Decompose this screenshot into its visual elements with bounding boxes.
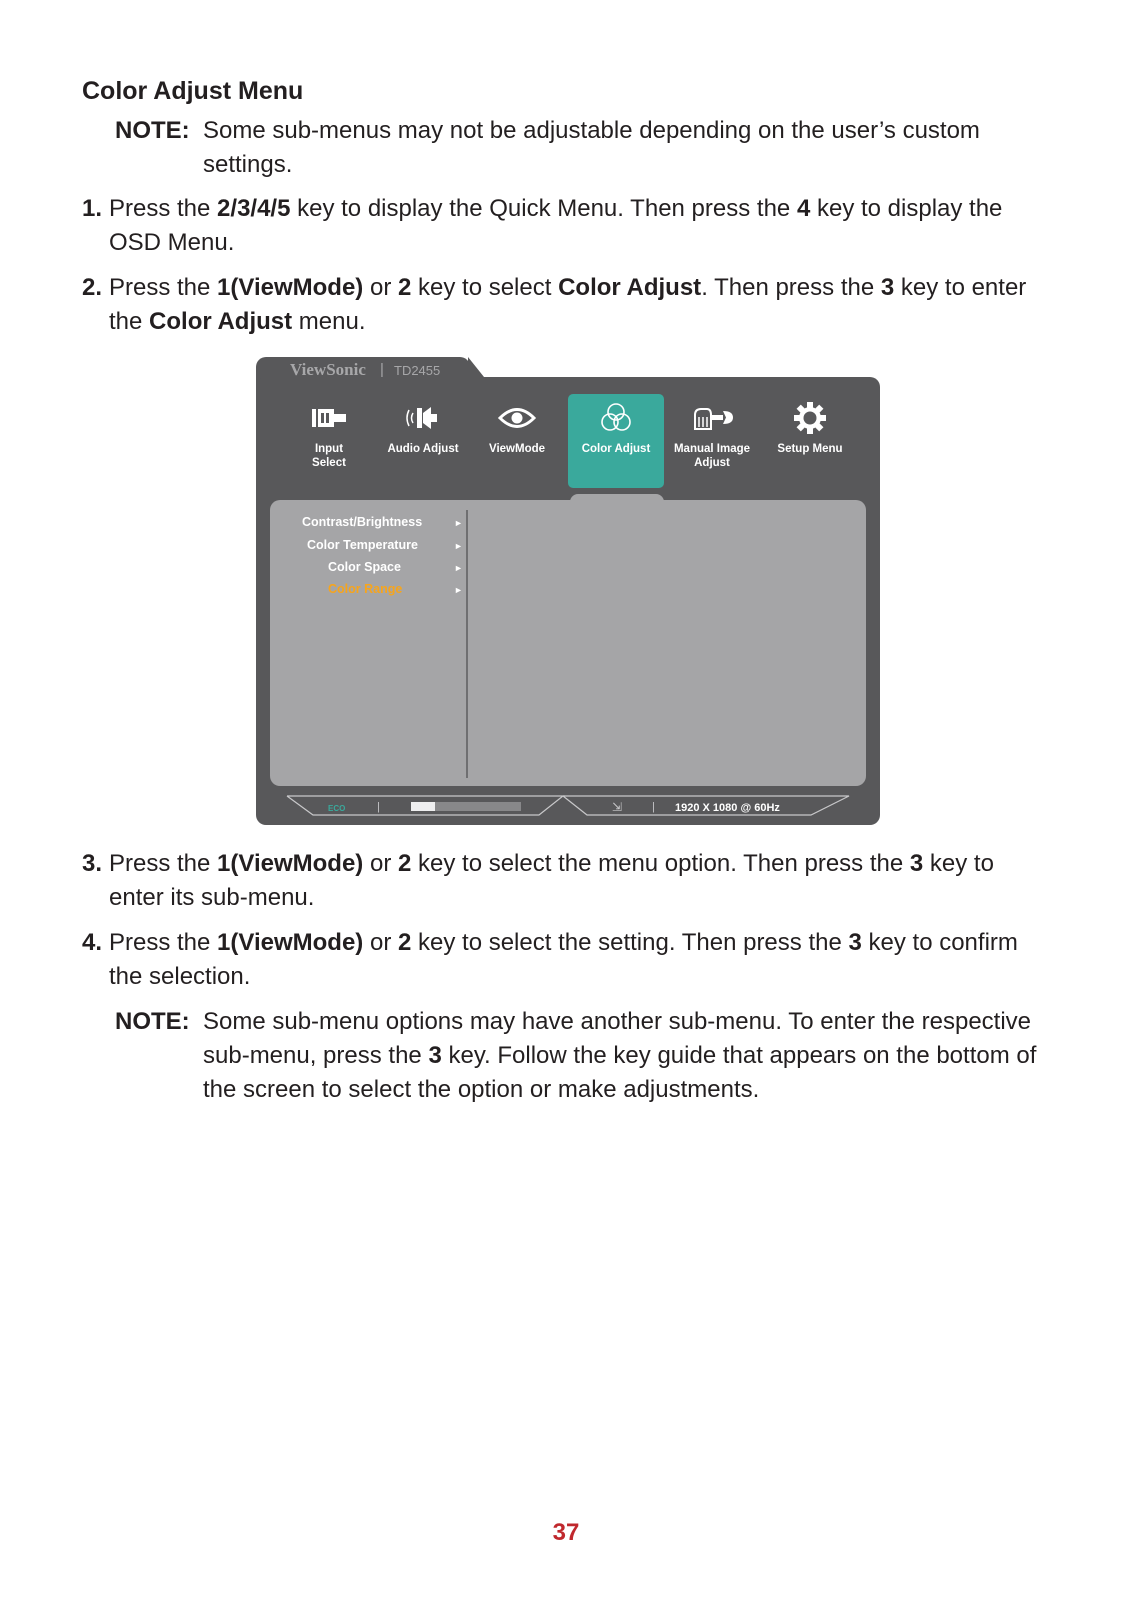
submenu-color-range[interactable]: Color Range [328,582,403,596]
menu-audio-adjust[interactable] [375,394,471,488]
model-name: TD2455 [394,363,441,378]
menu-label: Manual Image [673,443,751,455]
manual-image-adjust-icon [664,394,760,442]
input-select-icon [281,394,377,442]
menu-label: Input [314,443,344,455]
page-number: 37 [552,1519,580,1546]
menu-color-adjust[interactable] [568,394,664,488]
note-label: NOTE: [115,1008,190,1035]
menu-label: Setup Menu [777,443,843,455]
note-text: Some sub-menu options may have another sub-menu. To enter the respective sub-menu, press the 3 key. Follow the key guide that appears on the bottom of the screen to select the option or make adjustments. [203,1008,1037,1103]
brand-logo: ViewSonic [290,360,366,379]
menu-manual-image-adjust[interactable] [664,394,760,488]
submenu-color-temperature[interactable]: Color Temperature [307,538,418,552]
setup-gear-icon [762,394,858,442]
brand-separator: | [380,361,384,378]
step-text: Press the 2/3/4/5 key to display the Quick Menu. Then press the 4 key to display the OSD Menu. [109,195,1003,256]
menu-label: Audio Adjust [387,443,459,455]
menu-setup[interactable] [762,394,858,488]
color-adjust-icon [568,394,664,442]
menu-label: Select [312,457,346,469]
status-separator: | [377,801,380,813]
panel-divider [466,510,468,778]
step-text: Press the 1(ViewMode) or 2 key to select Color Adjust. Then press the 3 key to enter the Color Adjust menu. [109,274,1027,335]
submenu-arrow-icon: ► [454,563,463,573]
note-2 [115,1005,1065,1107]
signal-level-bar [411,802,521,812]
note-1 [115,114,1065,182]
step-text: Press the 1(ViewMode) or 2 key to select the menu option. Then press the 3 key to enter its sub-menu. [109,850,994,911]
submenu-color-space[interactable]: Color Space [328,560,401,574]
step-text: Press the 1(ViewMode) or 2 key to select the setting. Then press the 3 key to confirm the selection. [109,929,1018,990]
note-text: Some sub-menus may not be adjustable depending on the user’s custom settings. [203,117,980,178]
step-number: 4. [82,929,103,956]
step-number: 3. [82,850,103,877]
submenu-contrast-brightness[interactable]: Contrast/Brightness [302,515,423,529]
menu-input-select[interactable] [281,394,377,488]
step-1 [82,192,1052,260]
submenu-arrow-icon: ► [454,541,463,551]
submenu-arrow-icon: ► [454,585,463,595]
step-number: 1. [82,195,103,222]
step-number: 2. [82,274,103,301]
menu-label: Adjust [694,457,730,469]
step-3 [82,847,1052,915]
submenu-arrow-icon: ► [454,518,463,528]
section-heading: Color Adjust Menu [82,77,304,105]
menu-viewmode[interactable] [469,394,565,488]
resolution-readout: 1920 X 1080 @ 60Hz [675,802,780,814]
step-4 [82,926,1052,994]
eco-icon: ECO [328,804,346,813]
step-2 [82,271,1052,339]
audio-adjust-icon [375,394,471,442]
output-icon: ⇲ [612,800,623,814]
menu-label: ViewMode [488,443,546,455]
menu-label: Color Adjust [581,443,651,455]
status-separator: | [652,801,655,813]
note-label: NOTE: [115,117,190,144]
viewmode-eye-icon [469,394,565,442]
